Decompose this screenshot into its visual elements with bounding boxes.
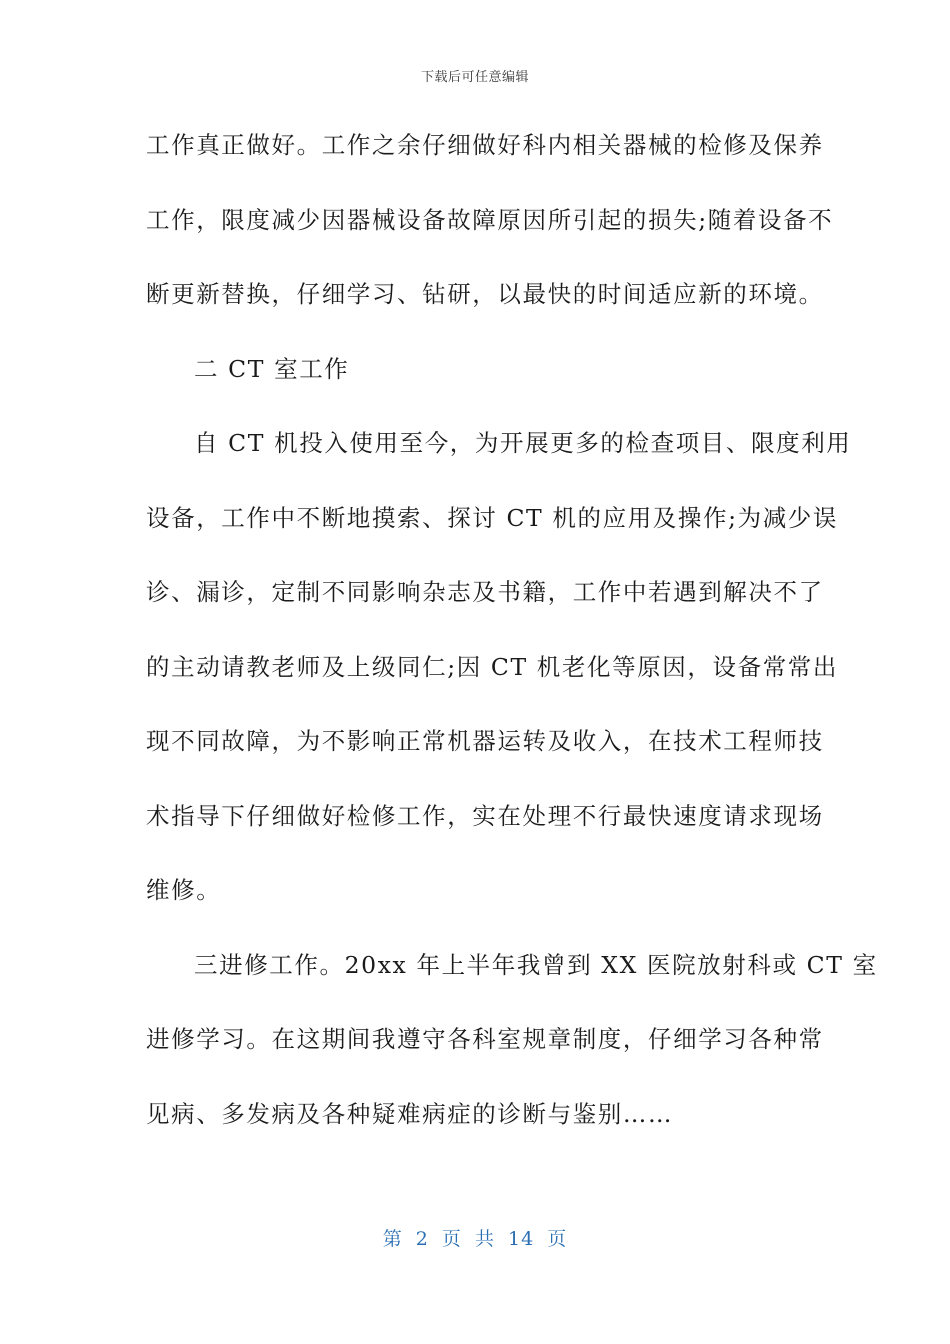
text-line: 的主动请教老师及上级同仁;因 CT 机老化等原因，设备常常出 <box>146 652 839 681</box>
text-line: 进修学习。在这期间我遵守各科室规章制度，仔细学习各种常 <box>146 1025 824 1053</box>
text-line: 三进修工作。20xx 年上半年我曾到 XX 医院放射科或 CT 室 <box>194 950 878 979</box>
text-line: 自 CT 机投入使用至今，为开展更多的检查项目、限度利用 <box>194 429 852 457</box>
text-line: 维修。 <box>146 876 222 904</box>
text-line: 断更新替换，仔细学习、钻研，以最快的时间适应新的环境。 <box>146 280 824 308</box>
document-body <box>146 120 878 1163</box>
page-header: 下载后可任意编辑 <box>420 70 529 85</box>
text-line: 诊、漏诊，定制不同影响杂志及书籍，工作中若遇到解决不了 <box>146 578 824 606</box>
text-line: 术指导下仔细做好检修工作，实在处理不行最快速度请求现场 <box>146 801 824 830</box>
text-line: 现不同故障，为不影响正常机器运转及收入，在技术工程师技 <box>146 727 824 755</box>
text-line: 设备，工作中不断地摸索、探讨 CT 机的应用及操作;为减少误 <box>146 503 839 532</box>
section-heading: 二 CT 室工作 <box>194 354 350 383</box>
text-line: 工作，限度减少因器械设备故障原因所引起的损失;随着设备不 <box>146 205 834 234</box>
text-line: 工作真正做好。工作之余仔细做好科内相关器械的检修及保养 <box>146 131 824 159</box>
text-line: 见病、多发病及各种疑难病症的诊断与鉴别…… <box>146 1099 674 1128</box>
page-footer: 第 2 页 共 14 页 <box>382 1228 568 1250</box>
